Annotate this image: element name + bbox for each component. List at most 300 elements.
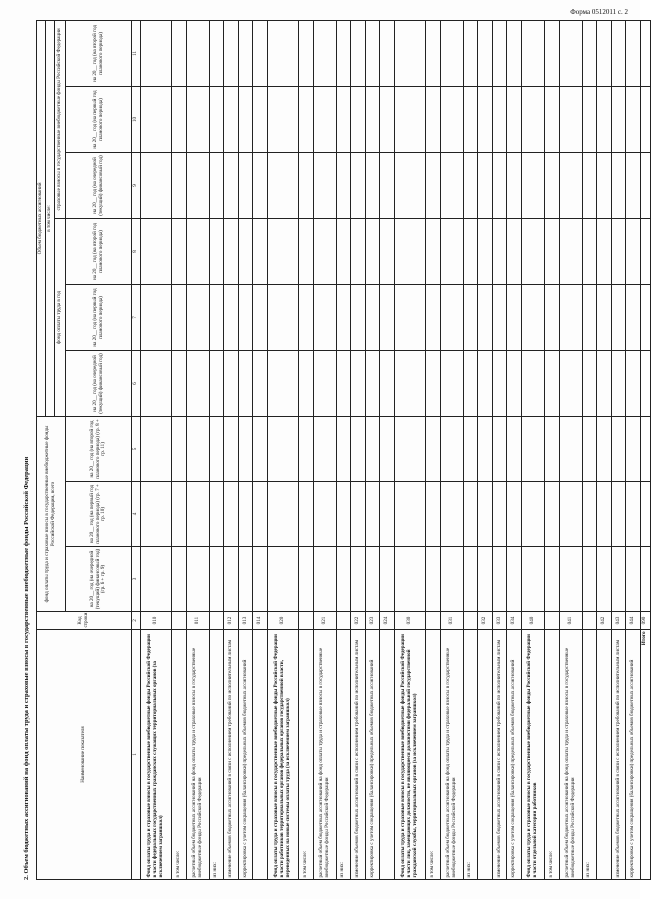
value-cell[interactable] <box>172 284 187 350</box>
value-cell[interactable] <box>238 284 253 350</box>
value-cell[interactable] <box>544 350 559 416</box>
value-cell[interactable] <box>253 416 268 481</box>
value-cell[interactable] <box>209 547 224 612</box>
value-cell[interactable] <box>640 20 650 86</box>
value-cell[interactable] <box>141 482 172 547</box>
value-cell[interactable] <box>253 547 268 612</box>
value-cell[interactable] <box>640 86 650 152</box>
value-cell[interactable] <box>141 20 172 86</box>
value-cell[interactable] <box>597 86 612 152</box>
row-code: 044 <box>626 612 641 630</box>
row-name: в том числе: <box>425 630 440 880</box>
value-cell[interactable] <box>394 482 425 547</box>
value-cell[interactable] <box>365 284 380 350</box>
value-cell[interactable] <box>640 416 650 481</box>
row-code: 042 <box>597 612 612 630</box>
value-cell[interactable] <box>186 86 209 152</box>
value-cell[interactable] <box>507 152 522 218</box>
value-cell[interactable] <box>559 547 582 612</box>
value-cell[interactable] <box>209 416 224 481</box>
value-cell[interactable] <box>380 350 395 416</box>
value-cell[interactable] <box>253 284 268 350</box>
value-cell[interactable] <box>626 152 641 218</box>
value-cell[interactable] <box>380 20 395 86</box>
value-cell[interactable] <box>253 350 268 416</box>
value-cell[interactable] <box>492 350 507 416</box>
value-cell[interactable] <box>611 482 626 547</box>
value-cell[interactable] <box>253 86 268 152</box>
value-cell[interactable] <box>597 350 612 416</box>
table-row <box>186 20 209 879</box>
value-cell[interactable] <box>253 482 268 547</box>
value-cell[interactable] <box>186 218 209 284</box>
value-cell[interactable] <box>597 218 612 284</box>
row-name: изменение объемов бюджетных ассигнований в связи с исполнением требований по исполнительным листам <box>224 630 239 880</box>
value-cell[interactable] <box>186 547 209 612</box>
value-cell[interactable] <box>351 547 366 612</box>
value-cell[interactable] <box>640 547 650 612</box>
value-cell[interactable] <box>298 416 313 481</box>
value-cell[interactable] <box>559 20 582 86</box>
value-cell[interactable] <box>253 152 268 218</box>
value-cell[interactable] <box>544 482 559 547</box>
value-cell[interactable] <box>507 86 522 152</box>
value-cell[interactable] <box>380 152 395 218</box>
value-cell[interactable] <box>582 284 597 350</box>
value-cell[interactable] <box>521 416 544 481</box>
column-number: 7 <box>132 284 141 350</box>
value-cell[interactable] <box>394 86 425 152</box>
value-cell[interactable] <box>582 20 597 86</box>
value-cell[interactable] <box>640 350 650 416</box>
value-cell[interactable] <box>394 416 425 481</box>
value-cell[interactable] <box>597 416 612 481</box>
value-cell[interactable] <box>521 152 544 218</box>
value-cell[interactable] <box>267 86 298 152</box>
column-number: 6 <box>132 350 141 416</box>
value-cell[interactable] <box>172 152 187 218</box>
value-cell[interactable] <box>351 350 366 416</box>
value-cell[interactable] <box>507 20 522 86</box>
value-cell[interactable] <box>544 86 559 152</box>
value-cell[interactable] <box>492 547 507 612</box>
value-cell[interactable] <box>582 350 597 416</box>
value-cell[interactable] <box>492 284 507 350</box>
value-cell[interactable] <box>224 152 239 218</box>
value-cell[interactable] <box>313 547 336 612</box>
value-cell[interactable] <box>478 218 493 284</box>
header-fot-col-3: на 20__ год (на второй год планового периода) <box>66 218 132 284</box>
value-cell[interactable] <box>425 416 440 481</box>
value-cell[interactable] <box>440 284 463 350</box>
value-cell[interactable] <box>521 350 544 416</box>
value-cell[interactable] <box>380 218 395 284</box>
value-cell[interactable] <box>141 284 172 350</box>
value-cell[interactable] <box>611 152 626 218</box>
value-cell[interactable] <box>365 350 380 416</box>
value-cell[interactable] <box>640 152 650 218</box>
value-cell[interactable] <box>351 152 366 218</box>
value-cell[interactable] <box>298 86 313 152</box>
value-cell[interactable] <box>463 416 478 481</box>
value-cell[interactable] <box>463 350 478 416</box>
value-cell[interactable] <box>313 20 336 86</box>
value-cell[interactable] <box>267 482 298 547</box>
value-cell[interactable] <box>394 218 425 284</box>
value-cell[interactable] <box>298 218 313 284</box>
value-cell[interactable] <box>492 416 507 481</box>
value-cell[interactable] <box>544 152 559 218</box>
value-cell[interactable] <box>172 547 187 612</box>
value-cell[interactable] <box>544 547 559 612</box>
row-name: расчетный объем бюджетных ассигнований на фонд оплаты труда и страховые взносы в государственные внебюджетные фонды Российской Федерации <box>313 630 336 880</box>
value-cell[interactable] <box>209 152 224 218</box>
value-cell[interactable] <box>507 416 522 481</box>
header-ins-col-1: на 20__ год (на очередной (текущий) финансовый год) <box>66 152 132 218</box>
value-cell[interactable] <box>365 547 380 612</box>
value-cell[interactable] <box>351 218 366 284</box>
value-cell[interactable] <box>507 482 522 547</box>
value-cell[interactable] <box>492 482 507 547</box>
value-cell[interactable] <box>313 284 336 350</box>
value-cell[interactable] <box>507 284 522 350</box>
value-cell[interactable] <box>626 482 641 547</box>
row-name: корректировка с учетом сокращения (балансировки) предельных объемов бюджетных ассигнований <box>507 630 522 880</box>
row-code <box>582 612 597 630</box>
value-cell[interactable] <box>186 284 209 350</box>
value-cell[interactable] <box>611 416 626 481</box>
value-cell[interactable] <box>224 218 239 284</box>
value-cell[interactable] <box>267 152 298 218</box>
value-cell[interactable] <box>298 152 313 218</box>
value-cell[interactable] <box>209 482 224 547</box>
value-cell[interactable] <box>141 416 172 481</box>
value-cell[interactable] <box>521 20 544 86</box>
value-cell[interactable] <box>425 547 440 612</box>
value-cell[interactable] <box>559 416 582 481</box>
table-row <box>478 20 493 879</box>
table-row <box>141 20 172 879</box>
value-cell[interactable] <box>313 350 336 416</box>
value-cell[interactable] <box>172 416 187 481</box>
value-cell[interactable] <box>238 416 253 481</box>
value-cell[interactable] <box>298 284 313 350</box>
value-cell[interactable] <box>394 20 425 86</box>
value-cell[interactable] <box>463 218 478 284</box>
value-cell[interactable] <box>298 482 313 547</box>
value-cell[interactable] <box>611 218 626 284</box>
row-name: изменение объемов бюджетных ассигнований в связи с исполнением требований по исполнительным листам <box>492 630 507 880</box>
value-cell[interactable] <box>336 218 351 284</box>
value-cell[interactable] <box>298 350 313 416</box>
value-cell[interactable] <box>336 482 351 547</box>
value-cell[interactable] <box>478 152 493 218</box>
value-cell[interactable] <box>611 86 626 152</box>
value-cell[interactable] <box>336 152 351 218</box>
value-cell[interactable] <box>507 547 522 612</box>
row-code <box>463 612 478 630</box>
value-cell[interactable] <box>380 482 395 547</box>
value-cell[interactable] <box>544 218 559 284</box>
value-cell[interactable] <box>582 86 597 152</box>
value-cell[interactable] <box>365 20 380 86</box>
value-cell[interactable] <box>440 350 463 416</box>
column-number: 10 <box>132 86 141 152</box>
value-cell[interactable] <box>141 547 172 612</box>
value-cell[interactable] <box>478 416 493 481</box>
value-cell[interactable] <box>394 547 425 612</box>
value-cell[interactable] <box>186 482 209 547</box>
value-cell[interactable] <box>186 416 209 481</box>
value-cell[interactable] <box>238 547 253 612</box>
row-name: корректировка с учетом сокращения (балансировки) предельных объемов бюджетных ассигнований <box>626 630 641 880</box>
value-cell[interactable] <box>336 416 351 481</box>
value-cell[interactable] <box>365 482 380 547</box>
value-cell[interactable] <box>365 416 380 481</box>
value-cell[interactable] <box>141 86 172 152</box>
value-cell[interactable] <box>224 416 239 481</box>
value-cell[interactable] <box>224 20 239 86</box>
value-cell[interactable] <box>521 284 544 350</box>
value-cell[interactable] <box>582 482 597 547</box>
value-cell[interactable] <box>351 482 366 547</box>
row-name: Фонд оплаты труда и страховые взносы в государственные внебюджетные фонды Российской Федерации в части федеральных государственных гражданских служащих территориальных органов (за исключением заграншкол) <box>141 630 172 880</box>
value-cell[interactable] <box>253 20 268 86</box>
value-cell[interactable] <box>224 547 239 612</box>
value-cell[interactable] <box>626 86 641 152</box>
value-cell[interactable] <box>380 547 395 612</box>
value-cell[interactable] <box>336 284 351 350</box>
value-cell[interactable] <box>267 284 298 350</box>
value-cell[interactable] <box>611 284 626 350</box>
value-cell[interactable] <box>313 416 336 481</box>
value-cell[interactable] <box>582 152 597 218</box>
header-ins: страховые взносы в государственные внебюджетные фонды Российской Федерации <box>55 20 66 218</box>
value-cell[interactable] <box>380 416 395 481</box>
value-cell[interactable] <box>394 284 425 350</box>
value-cell[interactable] <box>626 284 641 350</box>
value-cell[interactable] <box>238 20 253 86</box>
value-cell[interactable] <box>626 218 641 284</box>
value-cell[interactable] <box>238 350 253 416</box>
row-code <box>425 612 440 630</box>
value-cell[interactable] <box>238 482 253 547</box>
value-cell[interactable] <box>611 20 626 86</box>
value-cell[interactable] <box>582 416 597 481</box>
value-cell[interactable] <box>425 152 440 218</box>
value-cell[interactable] <box>380 284 395 350</box>
value-cell[interactable] <box>463 547 478 612</box>
value-cell[interactable] <box>425 284 440 350</box>
value-cell[interactable] <box>365 218 380 284</box>
value-cell[interactable] <box>267 416 298 481</box>
value-cell[interactable] <box>186 152 209 218</box>
value-cell[interactable] <box>351 284 366 350</box>
value-cell[interactable] <box>440 482 463 547</box>
value-cell[interactable] <box>336 86 351 152</box>
row-code <box>172 612 187 630</box>
value-cell[interactable] <box>582 218 597 284</box>
value-cell[interactable] <box>507 218 522 284</box>
value-cell[interactable] <box>440 86 463 152</box>
value-cell[interactable] <box>365 152 380 218</box>
value-cell[interactable] <box>238 218 253 284</box>
value-cell[interactable] <box>141 218 172 284</box>
value-cell[interactable] <box>521 86 544 152</box>
document-title: 2. Объем бюджетных ассигнований на фонд оплаты труда и страховые взносы в государственные внебюджетные фонды Российской Федерации <box>23 456 30 880</box>
table-row <box>425 20 440 879</box>
value-cell[interactable] <box>597 547 612 612</box>
value-cell[interactable] <box>209 86 224 152</box>
form-reference: Форма 0512011 с. 2 <box>570 8 628 16</box>
value-cell[interactable] <box>425 218 440 284</box>
column-number: 4 <box>132 482 141 547</box>
value-cell[interactable] <box>394 350 425 416</box>
value-cell[interactable] <box>597 284 612 350</box>
value-cell[interactable] <box>172 350 187 416</box>
value-cell[interactable] <box>611 350 626 416</box>
value-cell[interactable] <box>351 416 366 481</box>
value-cell[interactable] <box>313 86 336 152</box>
value-cell[interactable] <box>253 218 268 284</box>
value-cell[interactable] <box>478 284 493 350</box>
value-cell[interactable] <box>597 20 612 86</box>
table-row <box>172 20 187 879</box>
value-cell[interactable] <box>559 482 582 547</box>
value-cell[interactable] <box>521 218 544 284</box>
value-cell[interactable] <box>626 416 641 481</box>
value-cell[interactable] <box>559 152 582 218</box>
value-cell[interactable] <box>626 350 641 416</box>
value-cell[interactable] <box>224 86 239 152</box>
value-cell[interactable] <box>425 482 440 547</box>
row-code: 040 <box>521 612 544 630</box>
value-cell[interactable] <box>238 152 253 218</box>
value-cell[interactable] <box>492 86 507 152</box>
value-cell[interactable] <box>440 152 463 218</box>
value-cell[interactable] <box>640 482 650 547</box>
value-cell[interactable] <box>440 218 463 284</box>
value-cell[interactable] <box>559 350 582 416</box>
value-cell[interactable] <box>380 86 395 152</box>
header-name: Наименование показателя <box>37 630 132 880</box>
value-cell[interactable] <box>463 152 478 218</box>
value-cell[interactable] <box>559 284 582 350</box>
value-cell[interactable] <box>463 20 478 86</box>
value-cell[interactable] <box>582 547 597 612</box>
table-row <box>267 20 298 879</box>
value-cell[interactable] <box>478 350 493 416</box>
value-cell[interactable] <box>640 284 650 350</box>
value-cell[interactable] <box>492 20 507 86</box>
value-cell[interactable] <box>478 482 493 547</box>
value-cell[interactable] <box>626 20 641 86</box>
value-cell[interactable] <box>313 218 336 284</box>
value-cell[interactable] <box>507 350 522 416</box>
value-cell[interactable] <box>267 350 298 416</box>
value-cell[interactable] <box>440 416 463 481</box>
value-cell[interactable] <box>238 86 253 152</box>
table-row <box>224 20 239 879</box>
value-cell[interactable] <box>172 218 187 284</box>
value-cell[interactable] <box>611 547 626 612</box>
value-cell[interactable] <box>351 86 366 152</box>
value-cell[interactable] <box>626 547 641 612</box>
value-cell[interactable] <box>336 547 351 612</box>
value-cell[interactable] <box>478 86 493 152</box>
value-cell[interactable] <box>336 20 351 86</box>
value-cell[interactable] <box>425 350 440 416</box>
value-cell[interactable] <box>640 218 650 284</box>
value-cell[interactable] <box>209 284 224 350</box>
value-cell[interactable] <box>141 350 172 416</box>
value-cell[interactable] <box>559 86 582 152</box>
row-name: из них: <box>336 630 351 880</box>
value-cell[interactable] <box>224 350 239 416</box>
value-cell[interactable] <box>172 20 187 86</box>
value-cell[interactable] <box>224 482 239 547</box>
value-cell[interactable] <box>544 416 559 481</box>
value-cell[interactable] <box>463 86 478 152</box>
value-cell[interactable] <box>365 86 380 152</box>
value-cell[interactable] <box>336 350 351 416</box>
value-cell[interactable] <box>172 482 187 547</box>
value-cell[interactable] <box>186 350 209 416</box>
value-cell[interactable] <box>425 20 440 86</box>
table-row <box>298 20 313 879</box>
value-cell[interactable] <box>209 218 224 284</box>
value-cell[interactable] <box>521 547 544 612</box>
value-cell[interactable] <box>394 152 425 218</box>
table-row <box>559 20 582 879</box>
value-cell[interactable] <box>209 350 224 416</box>
value-cell[interactable] <box>267 20 298 86</box>
row-name: расчетный объем бюджетных ассигнований на фонд оплаты труда и страховые взносы в государственные внебюджетные фонды Российской Федерации <box>186 630 209 880</box>
value-cell[interactable] <box>313 152 336 218</box>
value-cell[interactable] <box>267 218 298 284</box>
value-cell[interactable] <box>463 482 478 547</box>
value-cell[interactable] <box>492 152 507 218</box>
table-row <box>253 20 268 879</box>
column-number: 9 <box>132 152 141 218</box>
value-cell[interactable] <box>313 482 336 547</box>
value-cell[interactable] <box>544 284 559 350</box>
value-cell[interactable] <box>298 547 313 612</box>
value-cell[interactable] <box>425 86 440 152</box>
value-cell[interactable] <box>267 547 298 612</box>
value-cell[interactable] <box>351 20 366 86</box>
value-cell[interactable] <box>559 218 582 284</box>
value-cell[interactable] <box>440 20 463 86</box>
value-cell[interactable] <box>544 20 559 86</box>
value-cell[interactable] <box>141 152 172 218</box>
value-cell[interactable] <box>463 284 478 350</box>
value-cell[interactable] <box>186 20 209 86</box>
value-cell[interactable] <box>478 547 493 612</box>
value-cell[interactable] <box>209 20 224 86</box>
row-code <box>209 612 224 630</box>
value-cell[interactable] <box>478 20 493 86</box>
value-cell[interactable] <box>597 152 612 218</box>
value-cell[interactable] <box>521 482 544 547</box>
value-cell[interactable] <box>440 547 463 612</box>
value-cell[interactable] <box>298 20 313 86</box>
value-cell[interactable] <box>597 482 612 547</box>
value-cell[interactable] <box>492 218 507 284</box>
value-cell[interactable] <box>224 284 239 350</box>
row-code: 034 <box>507 612 522 630</box>
value-cell[interactable] <box>172 86 187 152</box>
